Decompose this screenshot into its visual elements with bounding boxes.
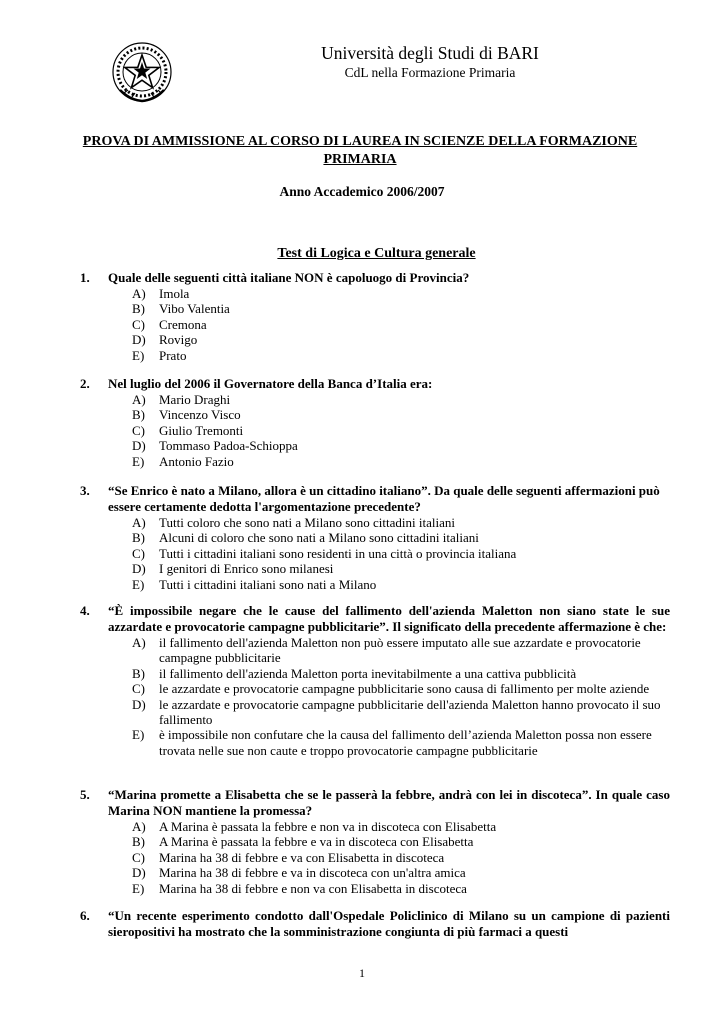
- option: [132, 819, 670, 834]
- question-text: “Marina promette a Elisabetta che se le passerà la febbre, andrà con lei in discoteca”. In quale caso Marina NON mantiene la promessa?: [108, 787, 670, 818]
- option-list: [132, 819, 670, 896]
- option: [132, 317, 670, 332]
- option-letter: D): [132, 332, 146, 348]
- question-number: 5.: [80, 787, 90, 802]
- option: [132, 454, 670, 469]
- option-letter: D): [132, 561, 146, 577]
- academic-year: Anno Accademico 2006/2007: [279, 184, 445, 199]
- option-text: il fallimento dell'azienda Maletton non può essere imputato alle sue azzardate e provocatorie campagne pubblicitarie: [159, 635, 641, 666]
- question-text: “È impossibile negare che le cause del fallimento dell'azienda Maletton non siano state le sue azzardate e provocatorie campagne pubblicitarie”. Il significato della precedente affermazione è che:: [108, 603, 670, 634]
- option-letter: C): [132, 545, 145, 561]
- option-text: Rovigo: [159, 332, 198, 348]
- university-name: Università degli Studi di BARI: [321, 43, 539, 63]
- option-letter: D): [132, 865, 146, 881]
- option-letter: D): [132, 696, 146, 712]
- option: [132, 301, 670, 316]
- document-title: PROVA DI AMMISSIONE AL CORSO DI LAUREA IN SCIENZE DELLA FORMAZIONE PRIMARIA: [82, 134, 638, 167]
- option: [132, 865, 670, 880]
- option-letter: B): [132, 834, 145, 850]
- option: [132, 834, 670, 849]
- option: [132, 881, 670, 896]
- option-text: Tommaso Padoa-Schioppa: [159, 438, 298, 454]
- course-name: CdL nella Formazione Primaria: [344, 65, 516, 80]
- option: [132, 530, 670, 545]
- question-text: “Un recente esperimento condotto dall'Ospedale Policlinico di Milano su un campione di pazienti sieropositivi ha mostrato che la somministrazione congiunta di più farmaci a questi: [108, 908, 670, 939]
- question-number: 1.: [80, 270, 90, 285]
- question-number: 4.: [80, 603, 90, 618]
- option-letter: E): [132, 347, 145, 363]
- option-letter: A): [132, 286, 146, 301]
- option-letter: B): [132, 530, 145, 546]
- option: [132, 546, 670, 561]
- option: [132, 681, 670, 696]
- option-text: Mario Draghi: [159, 392, 231, 407]
- option-list: [132, 392, 670, 469]
- option: [132, 850, 670, 865]
- question-text: “Se Enrico è nato a Milano, allora è un cittadino italiano”. Da quale delle seguenti affermazioni può essere certamente dedotta l'argomentazione precedente?: [108, 483, 660, 514]
- question-number: 6.: [80, 908, 90, 923]
- question-5: [80, 787, 670, 896]
- option-letter: C): [132, 422, 145, 438]
- option: [132, 438, 670, 453]
- option: [132, 561, 670, 576]
- option-letter: D): [132, 438, 146, 454]
- option-letter: E): [132, 727, 145, 743]
- option-text: Marina ha 38 di febbre e non va con Elisabetta in discoteca: [159, 880, 467, 896]
- option-letter: A): [132, 392, 146, 407]
- option-letter: C): [132, 316, 145, 332]
- option-letter: A): [132, 635, 146, 650]
- question-3: [80, 483, 670, 592]
- option-letter: B): [132, 665, 145, 681]
- option: [132, 666, 670, 681]
- option-text: Vincenzo Visco: [159, 407, 241, 423]
- option: [132, 423, 670, 438]
- option-list: [132, 635, 670, 758]
- question-2: [80, 376, 670, 469]
- option-text: Marina ha 38 di febbre e va con Elisabetta in discoteca: [159, 849, 445, 865]
- option-letter: C): [132, 849, 145, 865]
- option: [80, 727, 670, 758]
- option-text: Tutti coloro che sono nati a Milano sono cittadini italiani: [159, 515, 455, 530]
- option-letter: A): [132, 819, 146, 834]
- option-text: Imola: [159, 286, 190, 301]
- option-list: [132, 515, 670, 592]
- option-letter: E): [132, 453, 145, 469]
- option-letter: A): [132, 515, 146, 530]
- republic-emblem-icon: [110, 40, 174, 104]
- option-text: Giulio Tremonti: [159, 422, 244, 438]
- option-text: Marina ha 38 di febbre e va in discoteca con un'altra amica: [159, 865, 466, 881]
- question-number: 3.: [80, 483, 90, 498]
- option: [132, 348, 670, 363]
- question-text: Quale delle seguenti città italiane NON è capoluogo di Provincia?: [108, 270, 470, 285]
- option-text: Alcuni di coloro che sono nati a Milano sono cittadini italiani: [159, 530, 479, 546]
- section-title: Test di Logica e Cultura generale: [277, 246, 476, 261]
- option-text: I genitori di Enrico sono milanesi: [159, 561, 334, 577]
- option: [132, 697, 670, 728]
- option-text: A Marina è passata la febbre e va in discoteca con Elisabetta: [159, 834, 474, 850]
- option: [132, 577, 670, 592]
- option-text: le azzardate e provocatorie campagne pubblicitarie dell'azienda Maletton hanno provocato il suo fallimento: [159, 696, 661, 728]
- question-4: [80, 603, 670, 758]
- option: [132, 392, 670, 407]
- option: [132, 635, 670, 666]
- question-1: [80, 270, 670, 363]
- option-text: A Marina è passata la febbre e non va in discoteca con Elisabetta: [159, 819, 497, 834]
- option-text: Prato: [159, 347, 187, 363]
- option-letter: B): [132, 407, 145, 423]
- question-text: Nel luglio del 2006 il Governatore della Banca d’Italia era:: [108, 376, 433, 391]
- option-text: Vibo Valentia: [159, 301, 230, 317]
- question-number: 2.: [80, 376, 90, 391]
- option-text: Antonio Fazio: [159, 453, 234, 469]
- option-text: il fallimento dell'azienda Maletton porta inevitabilmente a una cattiva pubblicità: [159, 665, 577, 681]
- option-letter: C): [132, 681, 145, 697]
- option: [132, 332, 670, 347]
- option-text: Tutti i cittadini italiani sono nati a Milano: [159, 576, 377, 592]
- option-letter: B): [132, 301, 145, 317]
- option-text: Tutti i cittadini italiani sono residenti in una città o provincia italiana: [159, 545, 517, 561]
- option: [132, 286, 670, 301]
- option: [132, 515, 670, 530]
- option-letter: E): [132, 576, 145, 592]
- option-letter: E): [132, 880, 145, 896]
- option-list: [132, 286, 670, 363]
- option-text: è impossibile non confutare che la causa del fallimento dell’azienda Maletton possa non essere trovata nelle sue non caute e troppo provocatorie campagne pubblicitarie: [159, 727, 652, 758]
- option: [132, 407, 670, 422]
- option-text: Cremona: [159, 316, 207, 332]
- question-6: [80, 908, 670, 940]
- option-text: le azzardate e provocatorie campagne pubblicitarie sono causa di fallimento per molte aziende: [159, 681, 650, 697]
- page-number: 1: [359, 966, 365, 980]
